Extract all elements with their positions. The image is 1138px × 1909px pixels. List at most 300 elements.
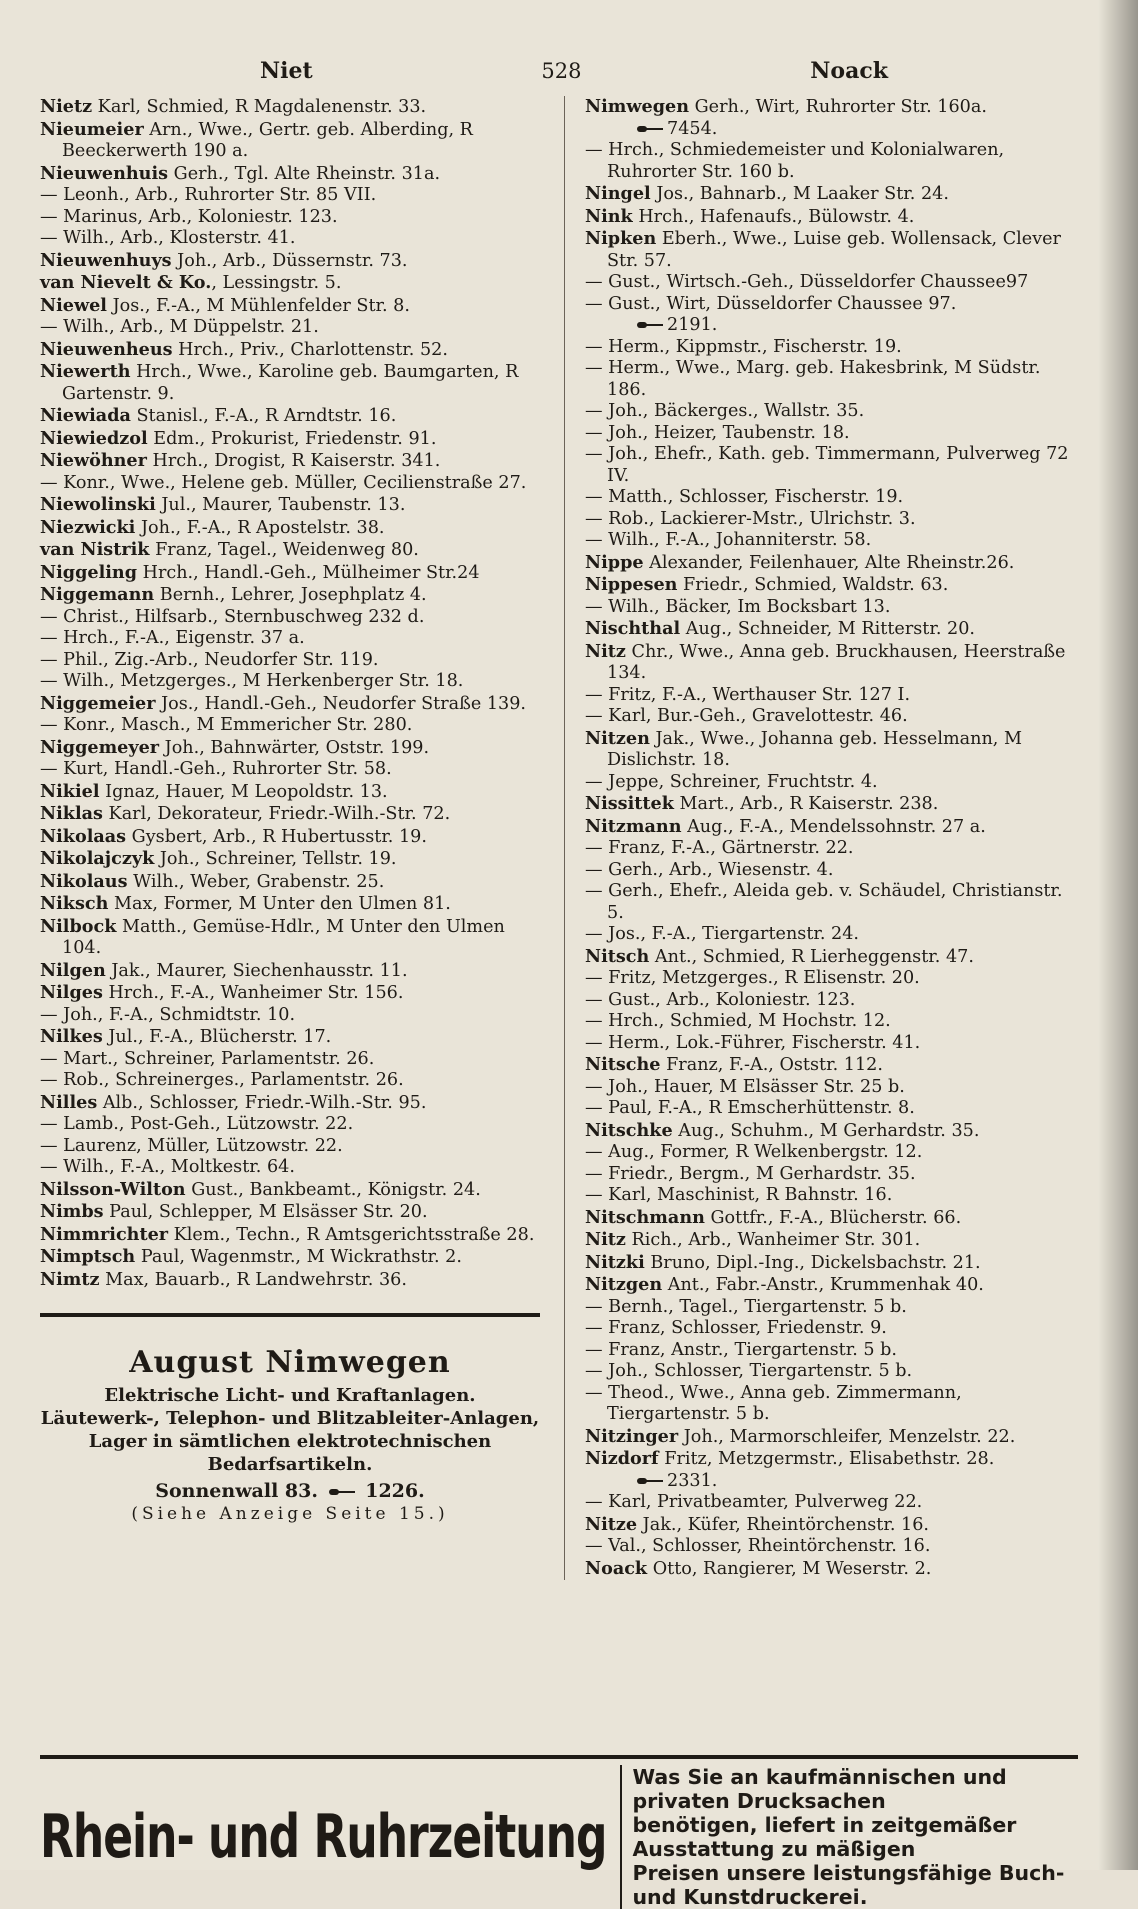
entry-details: Franz, F.-A., Oststr. 112. xyxy=(660,1055,883,1075)
directory-entry xyxy=(40,1201,540,1224)
entry-surname: Noack xyxy=(585,1557,648,1579)
entry-details: Alb., Schlosser, Friedr.-Wilh.-Str. 95. xyxy=(97,1092,427,1113)
entry-details: Jak., Maurer, Siechenhausstr. 11. xyxy=(105,960,408,981)
entry-details: — Joh., Heizer, Taubenstr. 18. xyxy=(585,422,850,443)
directory-entry xyxy=(585,1054,1078,1077)
directory-entry xyxy=(585,272,1078,294)
directory-entry xyxy=(585,1492,1078,1514)
directory-entry xyxy=(585,530,1078,552)
directory-entry xyxy=(40,781,540,804)
page-edge-shadow xyxy=(1098,0,1138,1870)
directory-entry xyxy=(585,641,1078,685)
entry-surname: Nieuwenhuis xyxy=(40,162,169,184)
ad-reference: (Siehe Anzeige Seite 15.) xyxy=(131,1504,449,1524)
directory-entry xyxy=(585,206,1078,229)
entry-surname: Nietz xyxy=(40,96,93,117)
entry-details: — Wilh., Arb., Klosterstr. 41. xyxy=(40,228,296,248)
entry-details: Wilh., Weber, Grabenstr. 25. xyxy=(127,871,385,892)
directory-entry xyxy=(40,339,540,362)
entry-details: Eberh., Wwe., Luise geb. Wollensack, Clever Str. 57. xyxy=(607,229,1061,271)
entry-details: Gerh., Tgl. Alte Rheinstr. 31a. xyxy=(168,163,441,184)
entry-surname: Nitzmann xyxy=(585,815,682,837)
right-column xyxy=(564,96,1078,1580)
directory-entry xyxy=(40,1070,540,1092)
entry-details: — Laurenz, Müller, Lützowstr. 22. xyxy=(40,1135,343,1156)
directory-entry xyxy=(585,1340,1078,1362)
entry-surname: Nitzki xyxy=(585,1251,645,1273)
entry-details: — Gust., Arb., Koloniestr. 123. xyxy=(585,989,856,1010)
directory-entry xyxy=(585,401,1078,423)
directory-entry xyxy=(40,1005,540,1027)
directory-entry xyxy=(585,119,1078,141)
directory-entry xyxy=(585,793,1078,816)
directory-entry xyxy=(585,1361,1078,1383)
directory-entry xyxy=(585,881,1078,924)
entry-surname: Nimwegen xyxy=(585,96,690,117)
entry-details: Chr., Wwe., Anna geb. Bruckhausen, Heerstraße 134. xyxy=(607,641,1066,683)
directory-entry xyxy=(585,1164,1078,1186)
directory-entry xyxy=(585,140,1078,183)
entry-details: — Gust., Wirt, Düsseldorfer Chaussee 97. xyxy=(585,293,957,314)
entry-details: Jak., Wwe., Johanna geb. Hesselmann, M Dislichstr. 18. xyxy=(607,728,1022,770)
directory-entry xyxy=(585,487,1078,509)
entry-surname: Nitzgen xyxy=(585,1274,663,1295)
entry-details: — Hrch., Schmied, M Hochstr. 12. xyxy=(585,1011,891,1031)
entry-surname: Nikolaus xyxy=(40,870,128,892)
directory-entry xyxy=(585,685,1078,707)
entry-surname: Nitze xyxy=(585,1513,638,1535)
entry-details: Hrch., Wwe., Karoline geb. Baumgarten, R Gartenstr. 9. xyxy=(62,362,519,404)
entry-details: Aug., Schneider, M Ritterstr. 20. xyxy=(680,619,975,639)
directory-entry xyxy=(585,183,1078,206)
entry-details: Max, Former, M Unter den Ulmen 81. xyxy=(108,894,451,914)
entry-details: — Joh., Hauer, M Elsässer Str. 25 b. xyxy=(585,1076,905,1097)
entry-details: Hrch., F.-A., Wanheimer Str. 156. xyxy=(102,983,404,1003)
entry-details: Hrch., Drogist, R Kaiserstr. 341. xyxy=(146,451,441,471)
entry-details: — Herm., Wwe., Marg. geb. Hakesbrink, M Südstr. 186. xyxy=(585,358,1041,400)
entry-details: — Phil., Zig.-Arb., Neudorfer Str. 119. xyxy=(40,649,379,670)
directory-entry xyxy=(40,228,540,250)
entry-details: — Val., Schlosser, Rheintörchenstr. 16. xyxy=(585,1536,931,1556)
directory-entry xyxy=(585,1536,1078,1558)
entry-surname: Niggemeier xyxy=(40,692,156,714)
entry-details: Bruno, Dipl.-Ing., Dickelsbachstr. 21. xyxy=(644,1252,981,1273)
entry-surname: van Nievelt & Ko. xyxy=(40,272,212,293)
entry-details: Hrch., Handl.-Geh., Mülheimer Str.24 xyxy=(137,562,480,583)
directory-entry xyxy=(585,597,1078,619)
directory-entry xyxy=(40,1246,540,1269)
directory-entry xyxy=(585,423,1078,445)
ad-line-2: Läutewerk-, Telephon- und Blitzableiter-Anlagen, Lager in sämtlichen elektrotechnischen Bedarfsartikeln. xyxy=(40,1408,540,1475)
page-header xyxy=(40,58,1068,84)
entry-surname: Ningel xyxy=(585,183,651,204)
entry-surname: Niewel xyxy=(40,294,107,316)
entry-surname: Nippe xyxy=(585,551,644,573)
ad-line-1: Elektrische Licht- und Kraftanlagen. xyxy=(104,1385,476,1406)
entry-details: — Fritz, F.-A., Werthauser Str. 127 I. xyxy=(585,684,911,705)
entry-surname: Nieuwenheus xyxy=(40,338,173,360)
entry-details: — Wilh., Bäcker, Im Bocksbart 13. xyxy=(585,596,891,617)
entry-surname: Nink xyxy=(585,205,633,227)
entry-details: — Franz, F.-A., Gärtnerstr. 22. xyxy=(585,838,854,858)
entry-surname: Nimtz xyxy=(40,1268,100,1290)
directory-entry xyxy=(585,1448,1078,1471)
directory-entry xyxy=(585,838,1078,860)
directory-entry xyxy=(585,618,1078,641)
directory-entry xyxy=(40,982,540,1005)
directory-entry xyxy=(40,1224,540,1247)
directory-entry xyxy=(585,772,1078,794)
footer-advertisement xyxy=(40,1755,1078,1909)
directory-entry xyxy=(585,1514,1078,1537)
entry-surname: Niewiedzol xyxy=(40,427,148,449)
entry-details: — Joh., F.-A., Schmidtstr. 10. xyxy=(40,1004,296,1025)
directory-entry xyxy=(585,860,1078,882)
entry-details: Aug., F.-A., Mendelssohnstr. 27 a. xyxy=(681,816,986,837)
entry-details: — Joh., Ehefr., Kath. geb. Timmermann, Pulverweg 72 IV. xyxy=(585,444,1069,486)
entry-details: — Joh., Schlosser, Tiergartenstr. 5 b. xyxy=(585,1361,913,1381)
entry-details: — Theod., Wwe., Anna geb. Zimmermann, Tiergartenstr. 5 b. xyxy=(585,1382,962,1424)
directory-entry xyxy=(585,1229,1078,1252)
directory-entry xyxy=(40,361,540,405)
directory-entry xyxy=(40,473,540,495)
directory-entry xyxy=(585,924,1078,946)
entry-details: Ant., Fabr.-Anstr., Krummenhak 40. xyxy=(662,1275,984,1295)
entry-details: — Marinus, Arb., Koloniestr. 123. xyxy=(40,206,338,227)
entry-surname: Nilsson-Wilton xyxy=(40,1178,186,1200)
entry-details: Paul, Schlepper, M Elsässer Str. 20. xyxy=(103,1202,428,1222)
directory-entry xyxy=(40,1179,540,1202)
directory-entry xyxy=(40,737,540,760)
entry-details: — Rob., Schreinerges., Parlamentstr. 26. xyxy=(40,1070,404,1090)
entry-details: Jos., Bahnarb., M Laaker Str. 24. xyxy=(650,184,949,204)
directory-entry xyxy=(585,1274,1078,1297)
entry-surname: Nitschke xyxy=(585,1119,673,1141)
entry-surname: Nimbs xyxy=(40,1201,104,1222)
entry-surname: Nitzinger xyxy=(585,1425,679,1447)
entry-surname: Nikiel xyxy=(40,780,100,802)
directory-entry xyxy=(585,1185,1078,1207)
ad-phone: 1226. xyxy=(365,1480,425,1502)
entry-details: — Friedr., Bergm., M Gerhardstr. 35. xyxy=(585,1163,916,1184)
directory-entry xyxy=(585,1207,1078,1230)
directory-entry xyxy=(40,539,540,562)
entry-details: Gysbert, Arb., R Hubertusstr. 19. xyxy=(126,826,427,847)
directory-entry xyxy=(40,1049,540,1071)
directory-entry xyxy=(585,552,1078,575)
entry-surname: Nizdorf xyxy=(585,1448,659,1469)
directory-entry xyxy=(40,1136,540,1158)
entry-surname: Nikolaas xyxy=(40,825,127,847)
directory-entry xyxy=(40,272,540,295)
entry-surname: Nimmrichter xyxy=(40,1223,169,1245)
entry-surname: Niksch xyxy=(40,893,109,914)
entry-details: Joh., Bahnwärter, Oststr. 199. xyxy=(159,737,430,758)
entry-details: — Bernh., Tagel., Tiergartenstr. 5 b. xyxy=(585,1296,907,1317)
directory-entry xyxy=(40,916,540,960)
entry-details: — Herm., Kippmstr., Fischerstr. 19. xyxy=(585,336,902,357)
entry-details: — Wilh., Metzgerges., M Herkenberger Str. 18. xyxy=(40,671,464,691)
entry-details: — Mart., Schreiner, Parlamentstr. 26. xyxy=(40,1048,375,1069)
telephone-icon xyxy=(637,124,663,134)
directory-entry xyxy=(40,650,540,672)
entry-details: Alexander, Feilenhauer, Alte Rheinstr.26. xyxy=(643,552,1015,573)
directory-entry xyxy=(40,295,540,318)
entry-details: Max, Bauarb., R Landwehrstr. 36. xyxy=(99,1269,407,1290)
telephone-icon xyxy=(329,1487,355,1497)
directory-entry xyxy=(40,1269,540,1292)
directory-entry xyxy=(40,562,540,585)
entry-surname: Niewolinski xyxy=(40,494,156,515)
entry-surname: Nitsch xyxy=(585,945,650,967)
entry-details: Gerh., Wirt, Ruhrorter Str. 160a. xyxy=(689,97,987,117)
entry-surname: Nilkes xyxy=(40,1026,103,1047)
entry-details: Jos., Handl.-Geh., Neudorfer Straße 139. xyxy=(155,693,527,714)
directory-entry xyxy=(40,848,540,871)
advertisement-nimwegen xyxy=(40,1313,540,1524)
entry-surname: Niewerth xyxy=(40,361,131,382)
telephone-icon xyxy=(637,320,663,330)
directory-entry xyxy=(585,1297,1078,1319)
entry-details: — Jos., F.-A., Tiergartenstr. 24. xyxy=(585,924,860,944)
entry-details: — Konr., Masch., M Emmericher Str. 280. xyxy=(40,715,413,735)
entry-details: — Joh., Bäckerges., Wallstr. 35. xyxy=(585,401,865,421)
entry-details: Hrch., Hafenaufs., Bülowstr. 4. xyxy=(632,206,915,227)
left-column xyxy=(40,96,540,1580)
entry-surname: Nitzen xyxy=(585,727,650,749)
entry-surname: Nieumeier xyxy=(40,118,144,140)
entry-details: — Paul, F.-A., R Emscherhüttenstr. 8. xyxy=(585,1098,915,1118)
footer-slogan-line-3: Preisen unsere leistungsfähige Buch- und Kunstdruckerei. xyxy=(632,1861,1065,1909)
entry-details: Karl, Dekorateur, Friedr.-Wilh.-Str. 72. xyxy=(102,804,451,824)
directory-entry xyxy=(40,607,540,629)
entry-details: Arn., Wwe., Gertr. geb. Alberding, R Beeckerwerth 190 a. xyxy=(62,119,473,161)
directory-entry xyxy=(585,337,1078,359)
ad-title: August Nimwegen xyxy=(129,1345,451,1380)
entry-details: — Franz, Schlosser, Friedenstr. 9. xyxy=(585,1318,887,1338)
entry-details: Klem., Techn., R Amtsgerichtsstraße 28. xyxy=(168,1224,535,1245)
entry-surname: Nitsche xyxy=(585,1054,661,1075)
entry-details: Fritz, Metzgermstr., Elisabethstr. 28. xyxy=(658,1449,995,1469)
entry-details: Rich., Arb., Wanheimer Str. 301. xyxy=(625,1230,921,1250)
directory-entry xyxy=(40,1114,540,1136)
page-number: 528 xyxy=(541,59,582,83)
telephone-icon xyxy=(637,1476,663,1486)
entry-details: Stanisl., F.-A., R Arndtstr. 16. xyxy=(130,406,397,426)
entry-surname: Nikolajczyk xyxy=(40,848,155,869)
directory-entry xyxy=(585,946,1078,969)
left-entry-list xyxy=(40,96,540,1291)
entry-surname: Nitschmann xyxy=(585,1206,705,1228)
entry-details: — Matth., Schlosser, Fischerstr. 19. xyxy=(585,487,904,507)
directory-entry xyxy=(585,1558,1078,1581)
header-left-keyword: Niet xyxy=(260,58,313,84)
entry-surname: Niewöhner xyxy=(40,450,147,471)
directory-entry xyxy=(40,693,540,716)
entry-surname: Nipken xyxy=(585,228,657,249)
entry-surname: Nilges xyxy=(40,982,103,1003)
directory-entry xyxy=(40,405,540,428)
entry-surname: Nischthal xyxy=(585,618,681,639)
footer-slogan-line-2: benötigen, liefert in zeitgemäßer Ausstattung zu mäßigen xyxy=(632,1813,1017,1861)
entry-details: — Franz, Anstr., Tiergartenstr. 5 b. xyxy=(585,1339,898,1360)
directory-entry xyxy=(40,185,540,207)
directory-entry xyxy=(585,816,1078,839)
footer-brand: Rhein- und Ruhrzeitung xyxy=(40,1802,607,1872)
entry-details: Mart., Arb., R Kaiserstr. 238. xyxy=(673,794,939,814)
directory-entry xyxy=(40,119,540,163)
directory-entry xyxy=(40,428,540,451)
ad-address: Sonnenwall 83. xyxy=(155,1480,318,1502)
entry-details: — Konr., Wwe., Helene geb. Müller, Cecilienstraße 27. xyxy=(40,472,527,493)
directory-entry xyxy=(585,574,1078,597)
entry-surname: Niggemann xyxy=(40,584,155,605)
directory-entry xyxy=(585,1077,1078,1099)
directory-entry xyxy=(585,1318,1078,1340)
directory-entry xyxy=(40,96,540,119)
directory-entry xyxy=(40,494,540,517)
directory-entry xyxy=(40,1157,540,1179)
entry-surname: Niggeling xyxy=(40,561,138,583)
directory-entry xyxy=(585,1011,1078,1033)
entry-details: Jul., Maurer, Taubenstr. 13. xyxy=(155,495,406,515)
directory-entry xyxy=(40,671,540,693)
entry-surname: van Nistrik xyxy=(40,539,150,560)
entry-details: — Gerh., Ehefr., Aleida geb. v. Schäudel, Christianstr. 5. xyxy=(585,881,1063,923)
entry-details: — Aug., Former, R Welkenbergstr. 12. xyxy=(585,1142,923,1162)
entry-details: — Karl, Maschinist, R Bahnstr. 16. xyxy=(585,1185,893,1205)
directory-entry xyxy=(40,893,540,916)
entry-surname: Nilbock xyxy=(40,915,117,937)
directory-entry xyxy=(40,826,540,849)
footer-slogan xyxy=(620,1765,1078,1909)
directory-entry xyxy=(585,706,1078,728)
entry-details: Joh., Schreiner, Tellstr. 19. xyxy=(154,849,397,869)
directory-entry xyxy=(40,450,540,473)
entry-details: Joh., F.-A., R Apostelstr. 38. xyxy=(135,517,385,538)
entry-details: — Kurt, Handl.-Geh., Ruhrorter Str. 58. xyxy=(40,759,392,779)
directory-entry xyxy=(585,1033,1078,1055)
entry-surname: Nilgen xyxy=(40,959,106,981)
footer-slogan-line-1: Was Sie an kaufmännischen und privaten Drucksachen xyxy=(632,1765,1007,1813)
entry-details: , Lessingstr. 5. xyxy=(211,273,342,293)
directory-entry xyxy=(585,358,1078,401)
entry-details: Franz, Tagel., Weidenweg 80. xyxy=(149,540,419,560)
directory-entry xyxy=(40,250,540,273)
columns xyxy=(40,96,1078,1580)
entry-details: Ant., Schmied, R Lierheggenstr. 47. xyxy=(649,946,974,967)
entry-surname: Niewiada xyxy=(40,405,131,426)
directory-entry xyxy=(40,317,540,339)
directory-entry xyxy=(585,1120,1078,1143)
entry-details: Friedr., Schmied, Waldstr. 63. xyxy=(677,575,949,595)
entry-details: — Christ., Hilfsarb., Sternbuschweg 232 d. xyxy=(40,606,425,627)
directory-entry xyxy=(585,1426,1078,1449)
entry-details: — Rob., Lackierer-Mstr., Ulrichstr. 3. xyxy=(585,508,916,529)
directory-entry xyxy=(585,1142,1078,1164)
entry-details: Bernh., Lehrer, Josephplatz 4. xyxy=(154,585,427,605)
directory-entry xyxy=(585,1383,1078,1426)
directory-entry xyxy=(585,968,1078,990)
entry-surname: Nitz xyxy=(585,1229,626,1250)
entry-details: Joh., Marmorschleifer, Menzelstr. 22. xyxy=(678,1426,1016,1447)
entry-details: Jos., F.-A., M Mühlenfelder Str. 8. xyxy=(106,295,410,316)
entry-surname: Niezwicki xyxy=(40,516,136,538)
directory-entry xyxy=(40,803,540,826)
directory-entry xyxy=(585,228,1078,272)
entry-details: Ignaz, Hauer, M Leopoldstr. 13. xyxy=(99,781,388,802)
entry-details: Matth., Gemüse-Hdlr., M Unter den Ulmen 104. xyxy=(62,916,505,958)
entry-phone: 2191. xyxy=(667,315,718,335)
entry-details: — Leonh., Arb., Ruhrorter Str. 85 VII. xyxy=(40,185,377,205)
entry-surname: Nilles xyxy=(40,1091,98,1113)
entry-details: — Hrch., F.-A., Eigenstr. 37 a. xyxy=(40,628,305,648)
directory-entry xyxy=(40,960,540,983)
entry-details: Paul, Wagenmstr., M Wickrathstr. 2. xyxy=(135,1247,462,1267)
directory-entry xyxy=(585,1471,1078,1493)
directory-entry xyxy=(40,628,540,650)
directory-entry xyxy=(40,1026,540,1049)
directory-entry xyxy=(40,715,540,737)
directory-entry xyxy=(40,871,540,894)
entry-surname: Nimptsch xyxy=(40,1246,136,1267)
entry-details: Joh., Arb., Düssernstr. 73. xyxy=(171,250,408,271)
directory-entry xyxy=(585,509,1078,531)
entry-details: — Hrch., Schmiedemeister und Kolonialwaren, Ruhrorter Str. 160 b. xyxy=(585,140,1005,182)
entry-surname: Niggemeyer xyxy=(40,736,160,758)
entry-surname: Nippesen xyxy=(585,574,678,595)
entry-details: Hrch., Priv., Charlottenstr. 52. xyxy=(172,339,448,360)
ad-contact xyxy=(40,1480,540,1502)
entry-details: — Karl, Privatbeamter, Pulverweg 22. xyxy=(585,1492,923,1512)
directory-entry xyxy=(40,517,540,540)
directory-entry xyxy=(40,1092,540,1115)
entry-details: — Gerh., Arb., Wiesenstr. 4. xyxy=(585,859,834,880)
directory-entry xyxy=(585,444,1078,487)
entry-details: Jul., F.-A., Blücherstr. 17. xyxy=(102,1027,332,1047)
entry-details: — Wilh., F.-A., Johanniterstr. 58. xyxy=(585,530,872,550)
entry-details: Jak., Küfer, Rheintörchenstr. 16. xyxy=(637,1514,930,1535)
entry-details: — Wilh., Arb., M Düppelstr. 21. xyxy=(40,317,319,337)
directory-entry xyxy=(585,728,1078,772)
header-right-keyword: Noack xyxy=(810,58,888,84)
entry-details: — Gust., Wirtsch.-Geh., Düsseldorfer Chaussee97 xyxy=(585,272,1029,292)
entry-details: — Herm., Lok.-Führer, Fischerstr. 41. xyxy=(585,1032,921,1053)
entry-details: — Fritz, Metzgerges., R Elisenstr. 20. xyxy=(585,968,920,988)
entry-surname: Nissittek xyxy=(585,793,674,814)
directory-entry xyxy=(585,990,1078,1012)
entry-details: Karl, Schmied, R Magdalenenstr. 33. xyxy=(92,97,427,117)
entry-details: Gust., Bankbeamt., Königstr. 24. xyxy=(185,1179,481,1200)
entry-surname: Nitz xyxy=(585,640,626,662)
entry-surname: Niklas xyxy=(40,803,103,824)
entry-details: Otto, Rangierer, M Weserstr. 2. xyxy=(647,1558,932,1579)
entry-details: — Jeppe, Schreiner, Fruchtstr. 4. xyxy=(585,771,878,792)
directory-entry xyxy=(40,759,540,781)
directory-entry xyxy=(585,294,1078,316)
entry-surname: Nieuwenhuys xyxy=(40,249,172,271)
directory-entry xyxy=(585,96,1078,119)
entry-details: Edm., Prokurist, Friedenstr. 91. xyxy=(147,428,437,449)
directory-entry xyxy=(40,584,540,607)
directory-entry xyxy=(585,1252,1078,1275)
entry-phone: 7454. xyxy=(667,118,718,139)
entry-details: — Wilh., F.-A., Moltkestr. 64. xyxy=(40,1157,295,1177)
entry-phone: 2331. xyxy=(667,1470,718,1491)
entry-details: Aug., Schuhm., M Gerhardstr. 35. xyxy=(672,1120,980,1141)
entry-details: — Karl, Bur.-Geh., Gravelottestr. 46. xyxy=(585,706,908,726)
directory-entry xyxy=(40,207,540,229)
